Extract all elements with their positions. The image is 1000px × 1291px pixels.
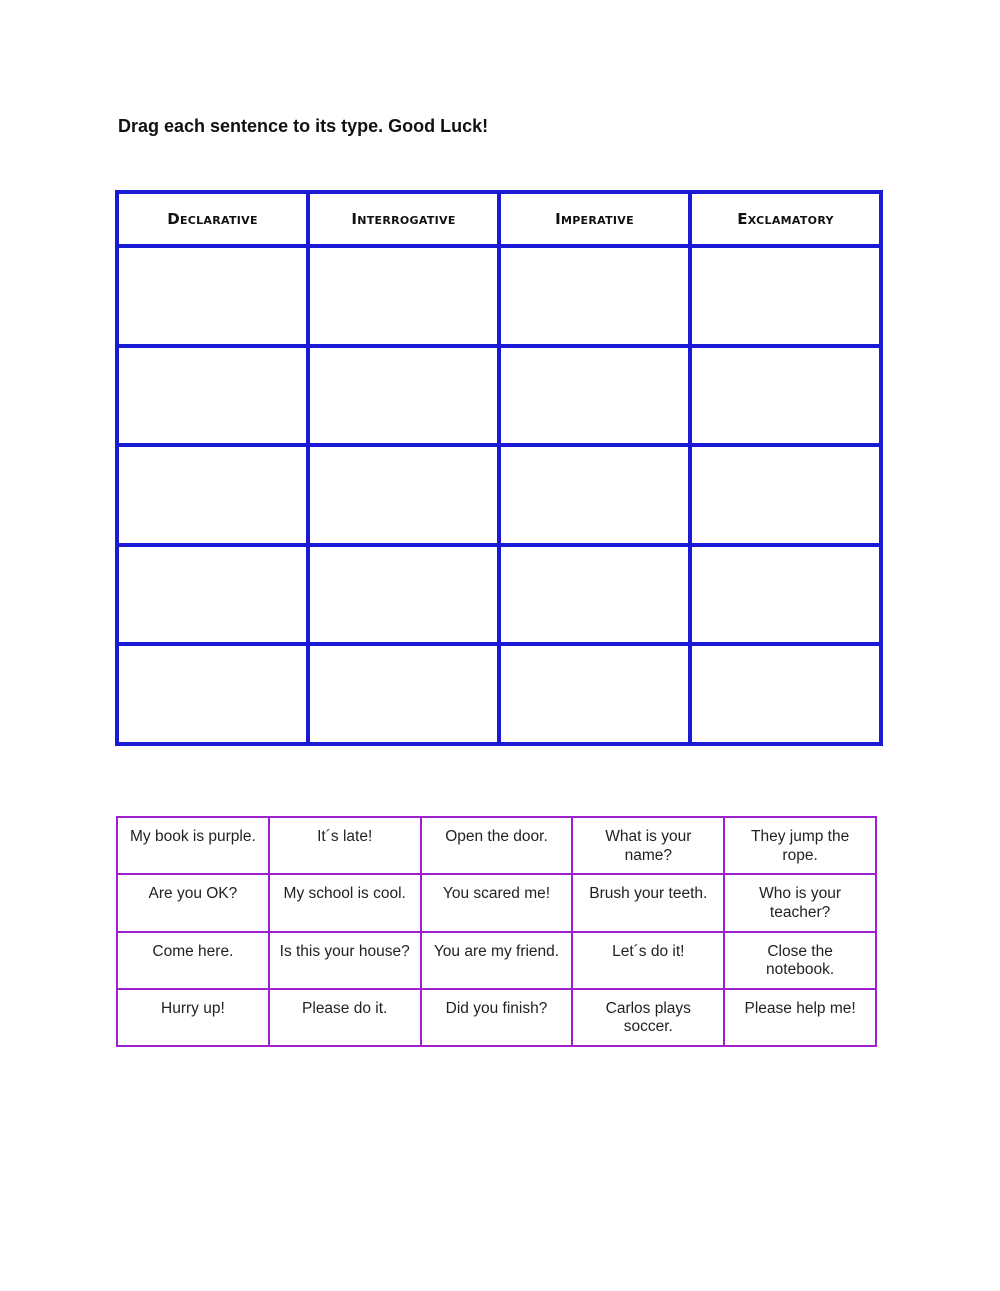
drop-zone-declarative[interactable] xyxy=(119,646,306,742)
sentence-card[interactable]: They jump the rope. xyxy=(725,818,875,873)
drop-zone-exclamatory[interactable] xyxy=(692,447,879,543)
drop-zone-declarative[interactable] xyxy=(119,348,306,444)
sentence-card[interactable]: You scared me! xyxy=(422,875,572,930)
sentence-card[interactable]: Please do it. xyxy=(270,990,420,1045)
sort-table xyxy=(115,190,883,746)
drop-zone-declarative[interactable] xyxy=(119,248,306,344)
sentence-card[interactable]: You are my friend. xyxy=(422,933,572,988)
instructions-text: Drag each sentence to its type. Good Luck! xyxy=(118,116,489,136)
sentence-card[interactable]: My book is purple. xyxy=(118,818,268,873)
drop-zone-interrogative[interactable] xyxy=(310,646,497,742)
sentence-card[interactable]: My school is cool. xyxy=(270,875,420,930)
drop-zone-exclamatory[interactable] xyxy=(692,348,879,444)
sentence-card[interactable]: Please help me! xyxy=(725,990,875,1045)
drop-zone-imperative[interactable] xyxy=(501,348,688,444)
drop-zone-exclamatory[interactable] xyxy=(692,646,879,742)
drop-zone-interrogative[interactable] xyxy=(310,547,497,643)
drop-zone-exclamatory[interactable] xyxy=(692,248,879,344)
sentence-card[interactable]: Is this your house? xyxy=(270,933,420,988)
sentence-card[interactable]: Are you OK? xyxy=(118,875,268,930)
sentence-card[interactable]: Hurry up! xyxy=(118,990,268,1045)
sentence-card[interactable]: Carlos plays soccer. xyxy=(573,990,723,1045)
sentence-card[interactable]: Close the notebook. xyxy=(725,933,875,988)
drop-zone-imperative[interactable] xyxy=(501,447,688,543)
drop-zone-declarative[interactable] xyxy=(119,447,306,543)
drop-zone-imperative[interactable] xyxy=(501,547,688,643)
sentence-card[interactable]: Who is your teacher? xyxy=(725,875,875,930)
drop-zone-imperative[interactable] xyxy=(501,646,688,742)
drop-zone-interrogative[interactable] xyxy=(310,348,497,444)
drop-zone-declarative[interactable] xyxy=(119,547,306,643)
sentence-card[interactable]: It´s late! xyxy=(270,818,420,873)
drop-zone-imperative[interactable] xyxy=(501,248,688,344)
sentence-card[interactable]: Let´s do it! xyxy=(573,933,723,988)
sentence-card[interactable]: Open the door. xyxy=(422,818,572,873)
column-header-declarative: Declarative xyxy=(119,194,306,244)
column-header-imperative: Imperative xyxy=(501,194,688,244)
sentence-card[interactable]: Come here. xyxy=(118,933,268,988)
sentence-bank xyxy=(116,816,877,1047)
drop-zone-interrogative[interactable] xyxy=(310,447,497,543)
sentence-card[interactable]: Brush your teeth. xyxy=(573,875,723,930)
drop-zone-interrogative[interactable] xyxy=(310,248,497,344)
column-header-exclamatory: Exclamatory xyxy=(692,194,879,244)
drop-zone-exclamatory[interactable] xyxy=(692,547,879,643)
column-header-interrogative: Interrogative xyxy=(310,194,497,244)
sentence-card[interactable]: Did you finish? xyxy=(422,990,572,1045)
sentence-card[interactable]: What is your name? xyxy=(573,818,723,873)
